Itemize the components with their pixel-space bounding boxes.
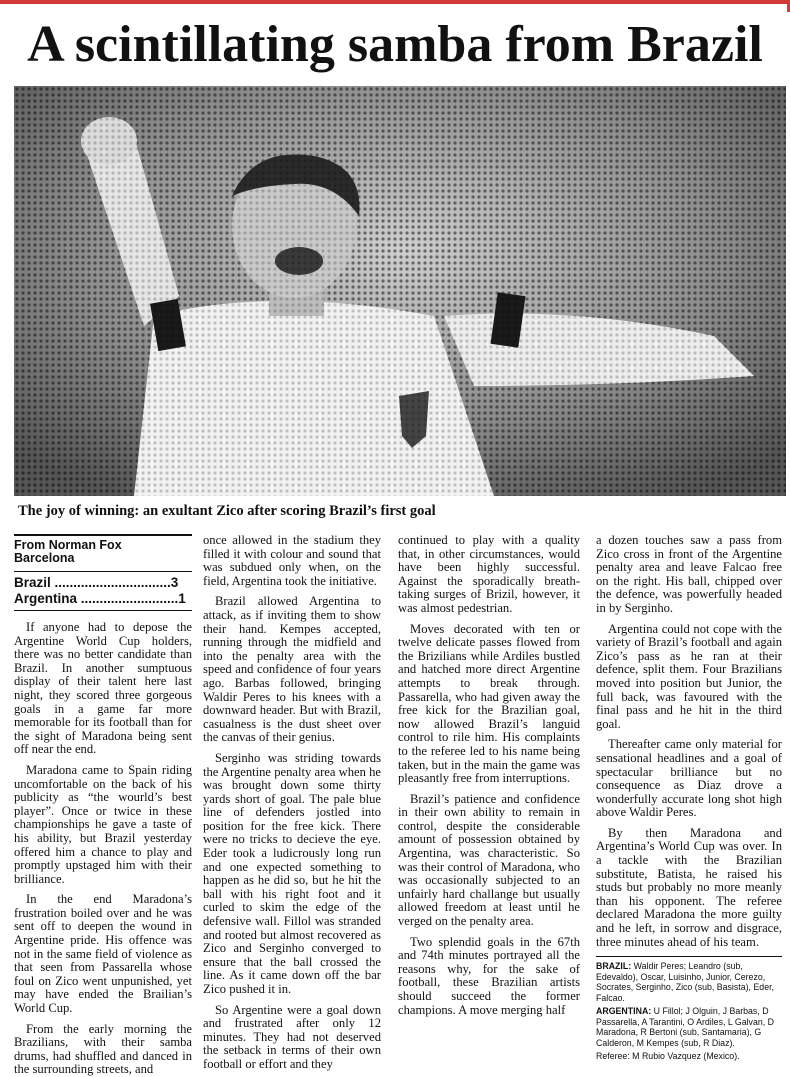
lineup-brazil-players: Waldir Peres; Leandro (sub, Edevaldo), Oscar, Luisinho, Junior, Cerezo, Socrates, Serginho, Zico (sub, Basista), Eder, Falcao. xyxy=(596,961,774,1003)
paragraph: In the end Maradona’s frustration boiled over and he was sent off to deepen the wound in Argentine pride. His offence was not in the same field of violence as that seen from Passarella whose foul on Zico went unpunished, yet may have ended the Brailian’s World Cup. xyxy=(14,892,192,1016)
paragraph: From the early morning the Brazilians, with their samba drums, had shuffled and danced in the surrounding streets, and xyxy=(14,1021,192,1077)
article-column-2 xyxy=(203,533,381,1071)
byline-author: From Norman Fox xyxy=(14,538,122,552)
byline-location: Barcelona xyxy=(14,551,75,565)
lineup-argentina-players: U Fillol; J Olguin, J Barbas, D Passarella, A Tarantini, O Ardiles, L Galvan, D Maradona, R Bertoni (sub, Santamaria), G Calderon, M Kempes (sub, R Diaz). xyxy=(596,1006,774,1048)
paragraph: So Argentine were a goal down and frustrated after only 12 minutes. They had not deserved the setback in terms of their own football or effort and they xyxy=(203,1002,381,1071)
paragraph: Brazil allowed Argentina to attack, as if inviting them to show their hand. Kempes accepted, running through the midfield and into the penalty area with the speed and confidence of four years ago. Barbas followed, bringing Waldir Peres to his knees with a downward header. But with Brazil, casualness is the dust sheet over the canvas of their genius. xyxy=(203,594,381,745)
paragraph: If anyone had to depose the Argentine World Cup holders, there was no better candidate than Brazil. In another sumptuous display of their talent here last night, they scored three gorgeous goals in a game far more memorable for its football than for the sight of Maradona being sent off near the end. xyxy=(14,620,192,757)
byline xyxy=(14,534,192,565)
paragraph: Two splendid goals in the 67th and 74th minutes portrayed all the reasons why, for the sake of football, these Brazilian artists should succeed the former champions. A move merging half xyxy=(398,934,580,1017)
referee-line: Referee: M Rubio Vazquez (Mexico). xyxy=(596,1051,740,1062)
photo-illustration xyxy=(14,86,786,496)
paragraph: Moves decorated with ten or twelve delicate passes flowed from the Brizilians while Ardiles bustled and hatched more direct Argentine attempts to break through. Passarella, who had given away the free kick for the Brazilian goal, now allowed Brazil’s languid control to rile him. His complaints to the referee led to his name being taken, but in the main the game was pleasantly free from interruptions. xyxy=(398,621,580,786)
headline: A scintillating samba from Brazil xyxy=(27,16,763,73)
paragraph: By then Maradona and Argentina’s World Cup was over. In a tackle with the Brazilian substitute, Batista, he raised his studs but probably no more meanly than his opponent. The referee declared Maradona the more guilty and he left, in sorrow and disgrace, three minutes ahead of his team. xyxy=(596,825,782,949)
article-column-3 xyxy=(398,533,580,1017)
paragraph: Maradona came to Spain riding uncomfortable on the back of his publicity as “the wourld’s best player”. Once or twice in these championships he gave a taste of his ability, but Brazil yesterday offered him a chance to play and promptly upstaged him with their brilliance. xyxy=(14,762,192,886)
score-brazil: Brazil ...............................3 xyxy=(14,575,179,590)
photo-caption: The joy of winning: an exultant Zico after scoring Brazil’s first goal xyxy=(18,503,436,519)
lineup-argentina xyxy=(596,1006,782,1048)
scoreline xyxy=(14,571,192,611)
paragraph: Thereafter came only material for sensational headlines and a goal of spectacular brilliance but no consequence as Diaz drove a wonderfully accurate long shot high above Waldir Peres. xyxy=(596,737,782,820)
page-top-border xyxy=(0,0,790,4)
photo-zico-celebration xyxy=(14,86,786,496)
article-column-1 xyxy=(14,534,192,1077)
paragraph: Brazil’s patience and confidence in their own ability to remain in control, despite the considerable amount of possession obtained by Argentina, was characteristic. So was their control of Maradona, who was occasionally subjected to an unfairly hard challange but usually allowed freedom at least until he verged on the penalty area. xyxy=(398,791,580,929)
score-argentina: Argentina ..........................1 xyxy=(14,591,186,606)
lineup-brazil xyxy=(596,961,782,1003)
paragraph: once allowed in the stadium they filled it with colour and sound that was subdued only when, on the field, Argentina took the initiative. xyxy=(203,533,381,588)
paragraph: continued to play with a quality that, in other circumstances, would have been highly successful. Against the sporadically breath-taking surges of Brizil, however, it was almost pedestrian. xyxy=(398,533,580,615)
lineup-brazil-label: BRAZIL: xyxy=(596,961,632,972)
paragraph: Serginho was striding towards the Argentine penalty area when he was brought down some thirty yards short of goal. The pale blue line of defenders jostled into position for the free kick. There were no tricks to decieve the eye. Eder took a ludicrously long run and one expected something to happen as he did so, but he hit the ball with his right foot and it curled to skim the edge of the defensive wall. Fillol was stranded and rooted but almost recovered as Zico and Serginho converged to ensure that the ball crossed the line. As it came down off the bar Zico pushed it in. xyxy=(203,750,381,996)
article-column-4 xyxy=(596,533,782,1062)
paragraph: Argentina could not cope with the variety of Brazil’s football and again Zico’s pass as he ran at their defence, split them. Four Brazilians moved into position but Junior, the full back, was favoured with the final pass and he hit in the third goal. xyxy=(596,621,782,731)
team-lineups xyxy=(596,956,782,1062)
lineup-argentina-label: ARGENTINA: xyxy=(596,1006,652,1017)
paragraph: a dozen touches saw a pass from Zico cross in front of the Argentine penalty area and leave Falcao free on the right. His ball, chipped over the defence, was powerfully headed in by Serginho. xyxy=(596,533,782,615)
